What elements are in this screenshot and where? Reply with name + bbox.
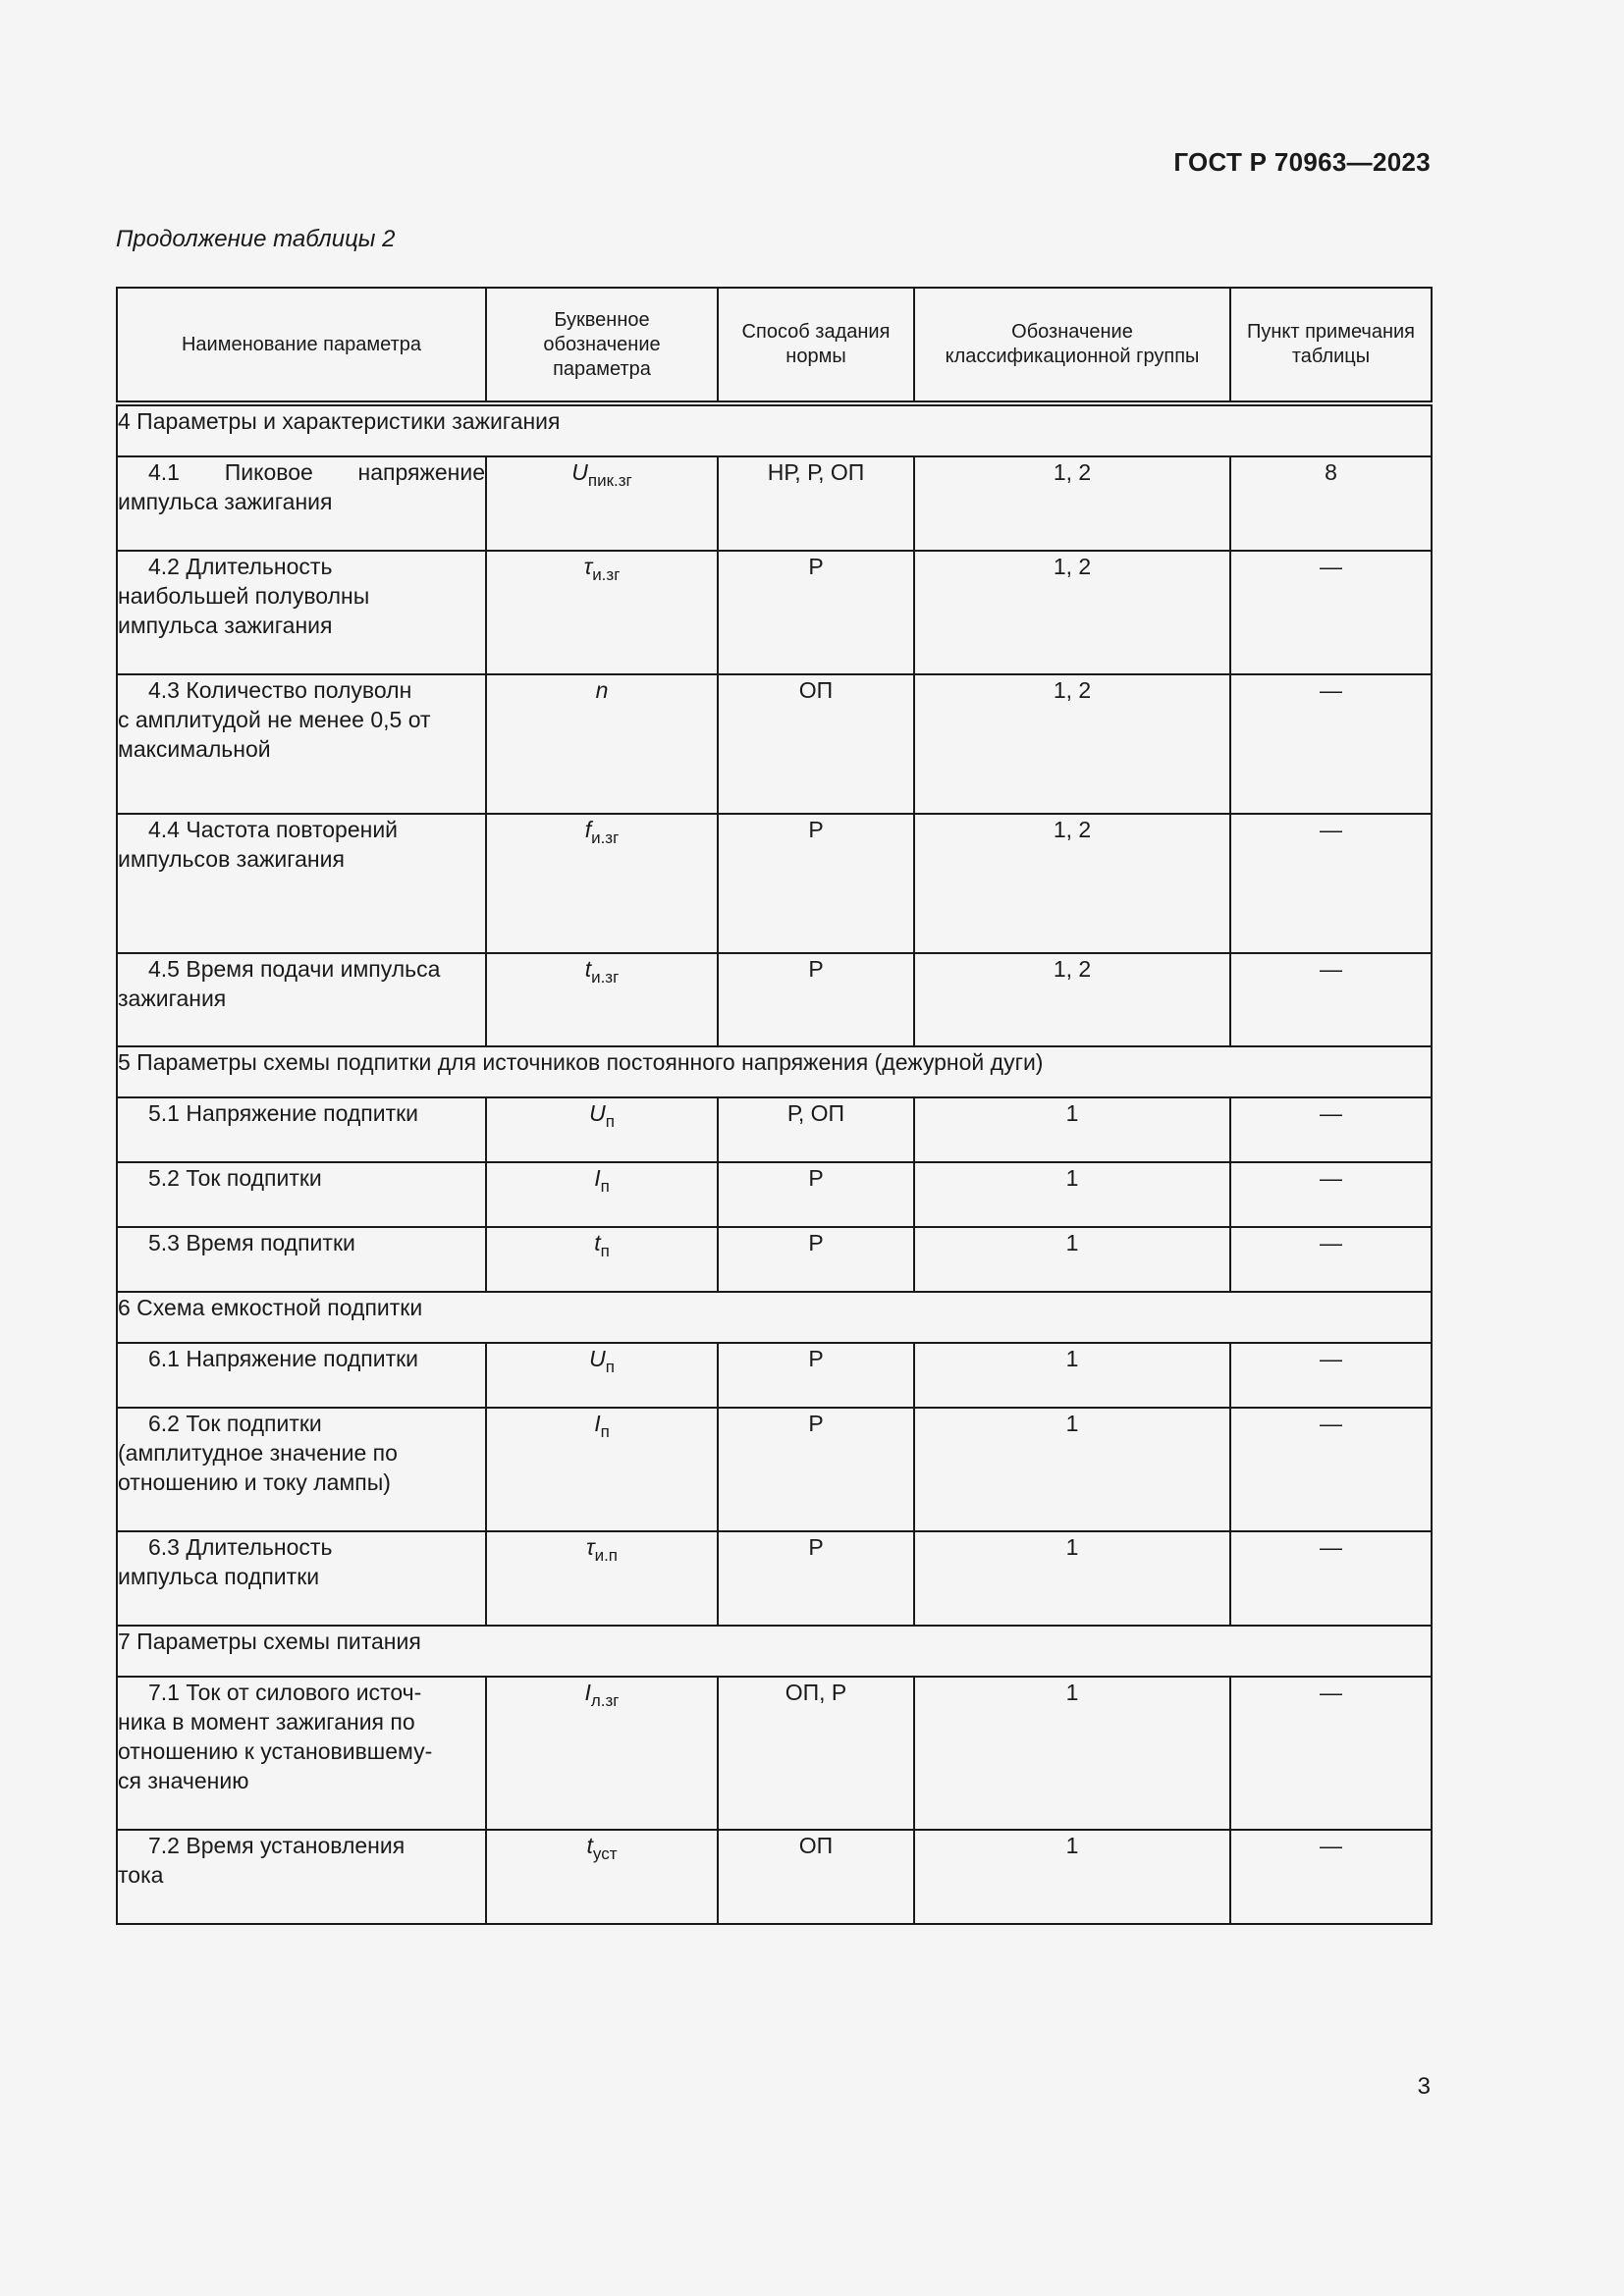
param-group: 1 bbox=[914, 1343, 1230, 1408]
param-group: 1 bbox=[914, 1162, 1230, 1227]
param-note: — bbox=[1230, 551, 1432, 674]
param-name-line: отношению к установившему- bbox=[118, 1738, 433, 1764]
param-symbol: $f_{и.зг}$ bbox=[486, 814, 718, 953]
param-method: Р bbox=[718, 953, 914, 1046]
document-id: ГОСТ Р 70963—2023 bbox=[1173, 147, 1431, 177]
param-symbol: $U_{пик.зг}$ bbox=[486, 456, 718, 551]
param-group: 1 bbox=[914, 1830, 1230, 1924]
param-name-line: 6.3 Длительность bbox=[148, 1534, 333, 1560]
param-method: Р bbox=[718, 1343, 914, 1408]
param-symbol: n bbox=[486, 674, 718, 814]
param-group: 1 bbox=[914, 1408, 1230, 1531]
param-name-line: 4.4 Частота повторений bbox=[148, 817, 399, 842]
section-row bbox=[117, 1046, 1432, 1097]
param-note: — bbox=[1230, 1227, 1432, 1292]
param-name bbox=[117, 551, 486, 674]
param-method: НР, Р, ОП bbox=[718, 456, 914, 551]
param-symbol: $I_п$ bbox=[486, 1162, 718, 1227]
col-header-group: Обозначение классификационной группы bbox=[914, 288, 1230, 403]
param-name-line: (амплитудное значение по bbox=[118, 1440, 398, 1466]
param-group: 1 bbox=[914, 1227, 1230, 1292]
param-note: 8 bbox=[1230, 456, 1432, 551]
table-row bbox=[117, 1343, 1432, 1408]
section-title: 6 Схема емкостной подпитки bbox=[117, 1292, 1432, 1343]
param-name bbox=[117, 1408, 486, 1531]
param-name-line: импульса подпитки bbox=[118, 1564, 320, 1589]
param-name-line: максимальной bbox=[118, 736, 271, 762]
param-name bbox=[117, 674, 486, 814]
table-row bbox=[117, 953, 1432, 1046]
param-symbol: $U_п$ bbox=[486, 1097, 718, 1162]
param-name-line: 7.2 Время установления bbox=[148, 1833, 406, 1858]
param-method: ОП bbox=[718, 1830, 914, 1924]
param-name-line: 4.1 Пиковое напряжение bbox=[148, 459, 485, 485]
param-note: — bbox=[1230, 1531, 1432, 1626]
param-symbol: $U_п$ bbox=[486, 1343, 718, 1408]
param-method: Р bbox=[718, 1408, 914, 1531]
table-row bbox=[117, 1162, 1432, 1227]
table-row bbox=[117, 1408, 1432, 1531]
col-header-symbol: Буквенное обозначение параметра bbox=[486, 288, 718, 403]
param-method: Р bbox=[718, 814, 914, 953]
section-row bbox=[117, 1292, 1432, 1343]
param-method: Р bbox=[718, 551, 914, 674]
param-name-line: импульсов зажигания bbox=[118, 846, 345, 872]
section-row bbox=[117, 403, 1432, 456]
param-symbol: $\tau_{и.зг}$ bbox=[486, 551, 718, 674]
param-group: 1 bbox=[914, 1531, 1230, 1626]
param-name-line: отношению и току лампы) bbox=[118, 1469, 391, 1495]
param-name-line: 6.2 Ток подпитки bbox=[148, 1411, 322, 1436]
param-note: — bbox=[1230, 1408, 1432, 1531]
col-header-note: Пункт примечания таблицы bbox=[1230, 288, 1432, 403]
param-name-line: с амплитудой не менее 0,5 от bbox=[118, 707, 431, 732]
param-name-line: ся значению bbox=[118, 1768, 249, 1793]
param-group: 1, 2 bbox=[914, 814, 1230, 953]
param-method: Р bbox=[718, 1531, 914, 1626]
param-name-line: наибольшей полуволны bbox=[118, 583, 370, 609]
table-header-row bbox=[117, 288, 1432, 403]
param-name bbox=[117, 1531, 486, 1626]
param-method: ОП bbox=[718, 674, 914, 814]
param-name bbox=[117, 456, 486, 551]
param-name-line: 7.1 Ток от силового источ- bbox=[148, 1680, 422, 1705]
table-caption: Продолжение таблицы 2 bbox=[116, 226, 396, 252]
param-note: — bbox=[1230, 1343, 1432, 1408]
param-name-line: импульса зажигания bbox=[118, 489, 333, 514]
param-name bbox=[117, 1097, 486, 1162]
param-name bbox=[117, 953, 486, 1046]
param-name-line: импульса зажигания bbox=[118, 613, 333, 638]
param-note: — bbox=[1230, 814, 1432, 953]
param-group: 1, 2 bbox=[914, 674, 1230, 814]
param-group: 1, 2 bbox=[914, 551, 1230, 674]
param-note: — bbox=[1230, 1677, 1432, 1830]
param-symbol: $\tau_{и.п}$ bbox=[486, 1531, 718, 1626]
table-row bbox=[117, 674, 1432, 814]
param-group: 1, 2 bbox=[914, 953, 1230, 1046]
col-header-name: Наименование параметра bbox=[117, 288, 486, 403]
param-name-line: тока bbox=[118, 1862, 164, 1888]
param-note: — bbox=[1230, 1830, 1432, 1924]
table-row bbox=[117, 551, 1432, 674]
param-name-line: 5.1 Напряжение подпитки bbox=[148, 1100, 419, 1126]
param-name-line: 4.3 Количество полуволн bbox=[148, 677, 412, 703]
param-symbol: $t_{уст}$ bbox=[486, 1830, 718, 1924]
table-row bbox=[117, 1677, 1432, 1830]
section-title: 5 Параметры схемы подпитки для источников постоянного напряжения (дежурной дуги) bbox=[117, 1046, 1432, 1097]
table-row bbox=[117, 456, 1432, 551]
table-row bbox=[117, 1531, 1432, 1626]
section-title: 7 Параметры схемы питания bbox=[117, 1626, 1432, 1677]
param-name-line: ника в момент зажигания по bbox=[118, 1709, 415, 1735]
param-name-line: 4.2 Длительность bbox=[148, 554, 333, 579]
param-name-line: 4.5 Время подачи импульса bbox=[148, 956, 441, 982]
table-row bbox=[117, 1227, 1432, 1292]
param-name bbox=[117, 1162, 486, 1227]
param-symbol: $t_п$ bbox=[486, 1227, 718, 1292]
table-row bbox=[117, 814, 1432, 953]
param-note: — bbox=[1230, 1162, 1432, 1227]
param-method: ОП, Р bbox=[718, 1677, 914, 1830]
page-number: 3 bbox=[1417, 2073, 1431, 2100]
param-name bbox=[117, 1227, 486, 1292]
param-name-line: зажигания bbox=[118, 986, 227, 1011]
section-row bbox=[117, 1626, 1432, 1677]
param-symbol: $I_п$ bbox=[486, 1408, 718, 1531]
param-name-line: 6.1 Напряжение подпитки bbox=[148, 1346, 419, 1371]
param-group: 1 bbox=[914, 1097, 1230, 1162]
param-symbol: $t_{и.зг}$ bbox=[486, 953, 718, 1046]
param-note: — bbox=[1230, 674, 1432, 814]
param-symbol: $I_{л.зг}$ bbox=[486, 1677, 718, 1830]
table-row bbox=[117, 1097, 1432, 1162]
param-name bbox=[117, 1343, 486, 1408]
parameters-table bbox=[116, 287, 1433, 1925]
param-method: Р bbox=[718, 1227, 914, 1292]
param-name-line: 5.3 Время подпитки bbox=[148, 1230, 355, 1255]
param-method: Р bbox=[718, 1162, 914, 1227]
param-name bbox=[117, 1677, 486, 1830]
param-name bbox=[117, 814, 486, 953]
param-name bbox=[117, 1830, 486, 1924]
table-row bbox=[117, 1830, 1432, 1924]
param-method: Р, ОП bbox=[718, 1097, 914, 1162]
section-title: 4 Параметры и характеристики зажигания bbox=[117, 403, 1432, 456]
param-note: — bbox=[1230, 953, 1432, 1046]
param-name-line: 5.2 Ток подпитки bbox=[148, 1165, 322, 1191]
col-header-method: Способ задания нормы bbox=[718, 288, 914, 403]
param-group: 1 bbox=[914, 1677, 1230, 1830]
param-group: 1, 2 bbox=[914, 456, 1230, 551]
param-note: — bbox=[1230, 1097, 1432, 1162]
